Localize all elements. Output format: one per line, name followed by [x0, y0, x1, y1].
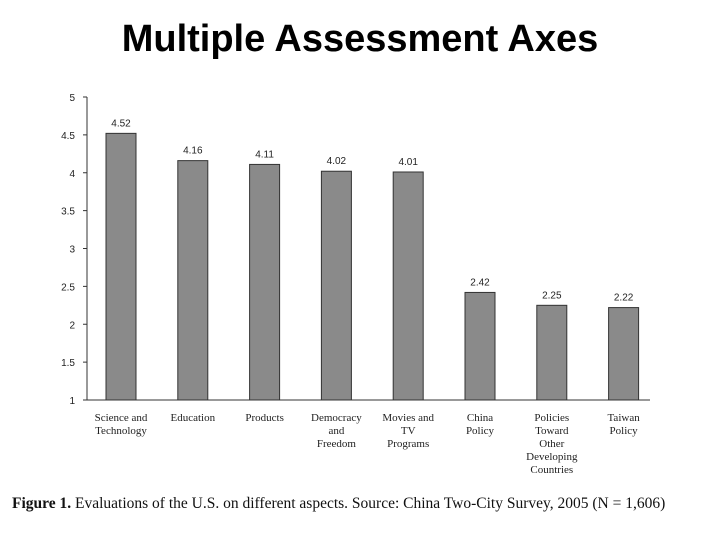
y-tick-label: 2.5	[61, 282, 75, 294]
x-category-label-line: Programs	[387, 438, 430, 450]
data-label: 2.25	[542, 290, 562, 302]
x-category-label-line: Policy	[465, 425, 495, 437]
x-category-label	[95, 412, 148, 437]
figure-label: Figure 1.	[12, 495, 72, 512]
bar	[537, 305, 567, 400]
x-category-label-line: Other	[539, 438, 565, 450]
x-category-label-line: Policy	[609, 425, 638, 437]
x-category-label-line: TV	[400, 425, 416, 437]
x-category-label	[245, 412, 284, 424]
data-label: 4.52	[111, 118, 131, 130]
figure-caption	[12, 494, 712, 513]
x-category-label-line: Democracy	[311, 412, 362, 424]
y-tick-label: 1	[69, 396, 75, 407]
y-tick-label: 4.5	[61, 130, 75, 142]
bars	[106, 133, 639, 400]
x-category-label	[607, 412, 640, 437]
x-category-label-line: Products	[245, 412, 284, 424]
data-label: 4.16	[183, 145, 203, 157]
bar	[393, 172, 423, 400]
data-label: 2.42	[470, 277, 490, 289]
x-category-label-line: and	[328, 425, 345, 437]
x-category-label-line: Technology	[95, 425, 147, 437]
x-category-label-line: Countries	[530, 464, 574, 476]
x-category-label	[466, 412, 495, 437]
x-category-label-line: Toward	[535, 425, 569, 437]
y-tick-label: 4	[69, 168, 75, 180]
x-category-label	[170, 412, 215, 424]
x-category-label-line: Taiwan	[607, 412, 640, 424]
bar	[321, 171, 351, 400]
x-category-label	[526, 412, 578, 476]
bar	[250, 164, 280, 400]
y-tick-label: 3	[69, 244, 75, 256]
y-tick-label: 3.5	[61, 206, 75, 218]
x-category-label-line: Education	[170, 412, 216, 424]
y-tick-label: 1.5	[61, 358, 75, 370]
x-category-label-line: Freedom	[316, 438, 356, 450]
data-label: 2.22	[613, 292, 634, 304]
data-label: 4.11	[255, 149, 274, 161]
slide-title: Multiple Assessment Axes	[121, 18, 599, 60]
bar	[609, 308, 639, 400]
data-label: 4.01	[398, 156, 418, 168]
bar	[106, 133, 136, 400]
y-tick-label: 5	[69, 93, 75, 104]
y-tick-label: 2	[69, 320, 75, 332]
x-category-label-line: China	[466, 412, 494, 424]
labels	[95, 118, 641, 476]
x-category-label-line: Science and	[94, 412, 148, 424]
x-category-label	[382, 412, 434, 450]
bar	[178, 161, 208, 400]
bar	[465, 292, 495, 400]
x-category-label-line: Developing	[526, 451, 578, 463]
figure-caption-text: Evaluations of the U.S. on different aspects. Source: China Two-City Survey, 2005 (N = 1,606)	[75, 495, 666, 512]
x-category-label-line: Movies and	[382, 412, 435, 424]
x-category-label-line: Policies	[534, 412, 570, 424]
x-category-label	[311, 412, 362, 450]
data-label: 4.02	[326, 156, 347, 168]
